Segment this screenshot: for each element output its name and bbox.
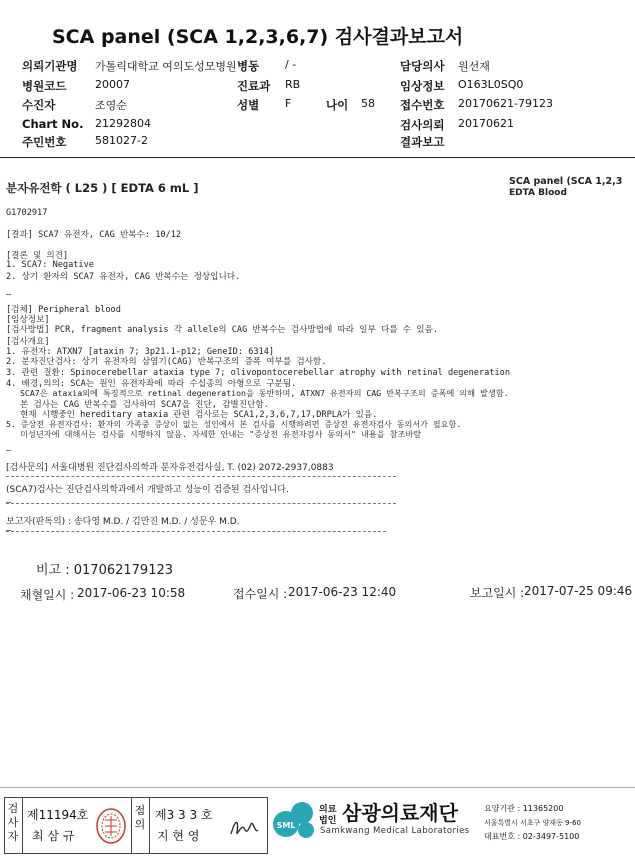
- resident-label: 주민번호: [22, 135, 67, 149]
- dept-label: 진료과: [237, 79, 271, 93]
- hospital-code-value: 20007: [95, 78, 130, 91]
- logo-text: SML: [276, 821, 296, 830]
- examinee-value: 조영순: [95, 99, 127, 112]
- collect-value: 2017-06-23 10:58: [77, 586, 186, 600]
- overview-5b: 미성년자에 대해서는 검사를 시행하지 않음. 자세한 안내는 "증상전 유전자검사 동의서" 내용을 참조바람: [20, 429, 422, 439]
- overview-2: 2. 분자진단검사: 상기 유전자의 삼염기(CAG) 반복구조의 증폭 여부를 검사함.: [6, 357, 327, 367]
- result-line: [결과] SCA7 유전자, CAG 반복수: 10/12: [6, 230, 182, 240]
- collect-label: 채혈일시 :: [20, 588, 75, 602]
- report-date-value: 2017-07-25 09:46: [524, 584, 633, 598]
- overview-4b: SCA7은 ataxia외에 특징적으로 retinal degeneration을 동반하며, ATXN7 유전자의 CAG 반복구조의 증폭에 의해 발생함.: [20, 388, 509, 398]
- request-date-value: 20170621: [458, 117, 514, 130]
- clinical-info-value: O163L0SQ0: [458, 78, 524, 91]
- signature-icon: [227, 814, 261, 842]
- footer-top-divider: [0, 787, 635, 788]
- specimen-line: [검체] Peripheral blood: [6, 305, 121, 315]
- overview-4d: 현재 시행중인 hereditary ataxia 관련 검사로는 SCA1,2,3,6,7,17,DRPLA가 있음.: [20, 410, 378, 420]
- dashed-rule-2: [6, 503, 396, 504]
- sex-value: F: [285, 97, 292, 110]
- header-divider: [0, 157, 635, 158]
- org-prefix-1: 의료: [319, 805, 337, 815]
- address: 서울특별시 서초구 양재동 9-60: [484, 819, 581, 827]
- checker-divider: [149, 798, 150, 853]
- signature-box: [4, 797, 268, 854]
- overview-1: 1. 유전자: ATXN7 [ataxin 7; 3p21.1-p12; GeneID: 6314]: [6, 347, 275, 357]
- right-header-2: EDTA Blood: [509, 188, 567, 198]
- overview-heading: [검사개요]: [6, 337, 50, 347]
- examinee-label: 수진자: [22, 98, 56, 112]
- reg-no: 요양기관 : 11365200: [484, 804, 564, 813]
- chart-value: 21292804: [95, 117, 151, 130]
- dash-4: —: [6, 526, 12, 536]
- inquiry-line: [검사문의] 서울대병원 진단검사의학과 분자유전검사실, T. (02) 2072-2937,0883: [6, 463, 334, 473]
- overview-5a: 5. 증상전 유전자검사: 환자의 가족중 증상이 없는 성인에서 본 검사를 시행하려면 증상전 유전자검사 동의서가 필요함.: [6, 419, 462, 429]
- dashed-rule-3: [6, 531, 386, 532]
- hospital-code-label: 병원코드: [22, 79, 67, 93]
- phone: 대표번호 : 02-3497-5100: [484, 832, 580, 841]
- dashed-rule-1: [6, 476, 396, 477]
- checker-no: 제3 3 3 호: [155, 808, 213, 822]
- stamp-seal-icon: [95, 806, 127, 846]
- receive-value: 2017-06-23 12:40: [288, 585, 397, 599]
- dash-1: —: [6, 290, 12, 300]
- method-line: [검사방법] PCR, fragment analysis 각 allele의 CAG 반복수는 검사방법에 따라 일부 다를 수 있음.: [6, 325, 439, 335]
- dash-2: —: [6, 446, 12, 456]
- age-label: 나이: [326, 98, 349, 112]
- overview-4c: 본 검사는 CAG 반복수를 검사하여 SCA7을 진단, 감별진단함.: [20, 400, 269, 410]
- age-value: 58: [361, 97, 375, 110]
- report-date-label: 보고일시 :: [470, 586, 525, 600]
- overview-4a: 4. 배경,의의: SCA는 원인 유전자좌에 따라 수십종의 아형으로 구분됨.: [6, 379, 297, 389]
- development-line: (SCA7)검사는 진단검사의학과에서 개발하고 성능이 검증된 검사입니다.: [6, 485, 289, 495]
- conclusion-2: 2. 상기 환자의 SCA7 유전자, CAG 반복수는 정상입니다.: [6, 272, 241, 282]
- dept-header: 분자유전학 ( L25 ) [ EDTA 6 mL ]: [6, 181, 199, 195]
- receipt-value: 20170621-79123: [458, 97, 553, 110]
- sex-label: 성별: [237, 98, 260, 112]
- reporter-line: 보고자(판독의) : 송다영 M.D. / 김만진 M.D. / 성문우 M.D.: [6, 517, 240, 527]
- inspector-no: 제11194호: [27, 808, 89, 822]
- overview-3: 3. 관련 질환: Spinocerebellar ataxia type 7; olivopontocerebellar atrophy with retinal degeneration: [6, 368, 511, 378]
- chart-label: Chart No.: [22, 117, 84, 131]
- institution-label: 의뢰기관명: [22, 59, 78, 73]
- specimen-id: G1702917: [6, 208, 48, 218]
- resident-value: 581027-2: [95, 134, 148, 147]
- conclusion-heading: [결론 및 의견]: [6, 251, 69, 261]
- inspector-label: 검사자: [7, 802, 19, 843]
- report-title: SCA panel (SCA 1,2,3,6,7) 검사결과보고서: [52, 26, 464, 48]
- receive-label: 접수일시 :: [233, 587, 288, 601]
- receipt-label: 접수번호: [400, 98, 445, 112]
- org-name-en: Samkwang Medical Laboratories: [320, 826, 470, 836]
- inspector-name: 최 삼 규: [32, 829, 75, 843]
- dept-value: RB: [285, 78, 301, 91]
- doctor-value: 원선재: [458, 60, 490, 73]
- report-label: 결과보고: [400, 135, 445, 149]
- checker-name: 지 현 영: [157, 829, 200, 843]
- right-header-1: SCA panel (SCA 1,2,3: [509, 176, 623, 187]
- sml-logo-icon: [272, 800, 316, 842]
- institution-value: 가톨릭대학교 여의도성모병원: [95, 60, 237, 73]
- doctor-label: 담당의사: [400, 59, 445, 73]
- conclusion-1: 1. SCA7: Negative: [6, 260, 94, 270]
- remarks-bigo: 비고 : 017062179123: [36, 563, 174, 578]
- org-name-ko: 삼광의료재단: [342, 801, 458, 825]
- org-prefix-2: 법인: [319, 816, 337, 826]
- clinical-info-line: [임상정보]: [6, 315, 50, 325]
- ward-value: / -: [285, 58, 297, 71]
- dash-3: —: [6, 498, 12, 508]
- checker-label: 점의: [134, 804, 146, 831]
- clinical-info-label: 임상정보: [400, 79, 445, 93]
- ward-label: 병동: [237, 59, 260, 73]
- inspector-divider: [22, 798, 23, 853]
- request-date-label: 검사의뢰: [400, 118, 445, 132]
